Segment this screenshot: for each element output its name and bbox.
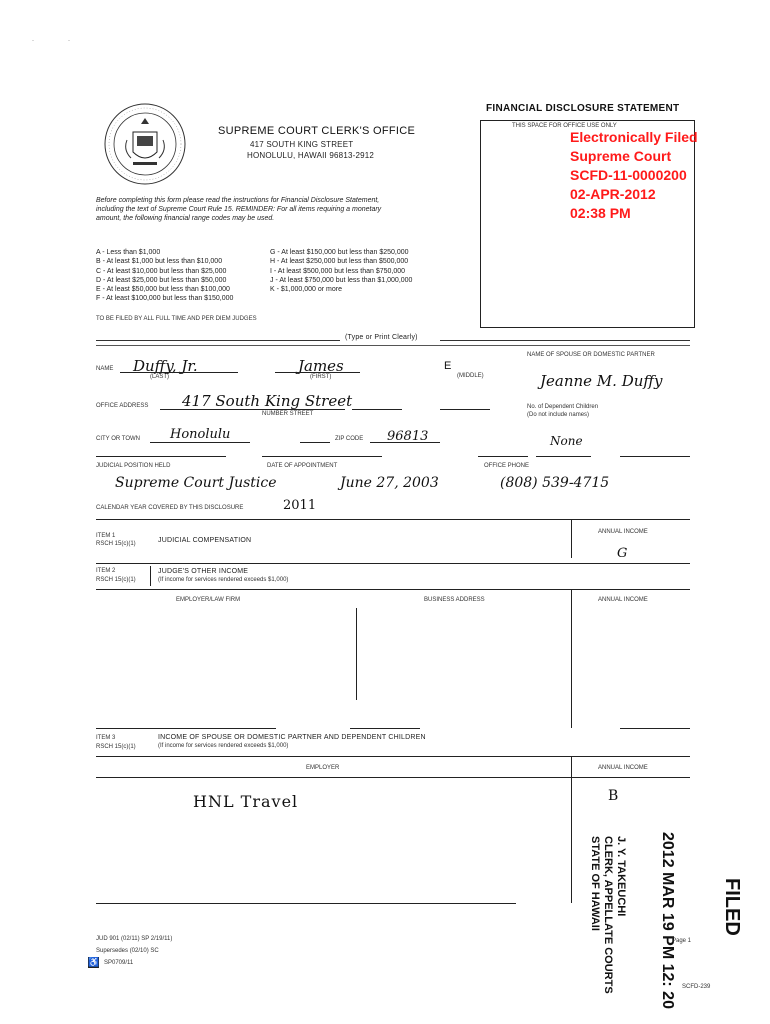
range-code: G - At least $150,000 but less than $250,000	[270, 249, 409, 256]
dependents-value: None	[550, 434, 583, 448]
filed-stamp: FILED	[721, 878, 743, 936]
spouse-name-value: Jeanne M. Duffy	[540, 372, 663, 390]
range-code: K - $1,000,000 or more	[270, 286, 342, 294]
item1-annual-income-label: ANNUAL INCOME	[598, 529, 648, 535]
appointment-value: June 27, 2003	[340, 475, 439, 491]
item2-note: (If income for services rendered exceeds $1,000)	[158, 577, 289, 583]
spouse-label: NAME OF SPOUSE OR DOMESTIC PARTNER	[527, 352, 655, 358]
accessibility-icon: ♿	[88, 957, 100, 967]
divider	[440, 340, 690, 341]
employer-header: EMPLOYER	[306, 765, 340, 771]
item1-code-value: G	[617, 546, 628, 561]
last-label: (LAST)	[150, 374, 170, 380]
dependents-label: No. of Dependent Children	[527, 404, 599, 410]
divider	[536, 456, 591, 457]
first-name-line	[275, 372, 360, 373]
item1-rscr: RSCH 15(c)(1)	[96, 541, 136, 547]
phone-value: (808) 539-4715	[500, 475, 610, 491]
city-label: CITY OR TOWN	[96, 436, 141, 442]
office-address-label: OFFICE ADDRESS	[96, 403, 149, 409]
number-street-label: NUMBER STREET	[262, 411, 314, 417]
middle-initial-value: E	[444, 360, 452, 372]
divider	[571, 608, 572, 728]
divider	[356, 608, 357, 700]
phone-label: OFFICE PHONE	[484, 463, 530, 469]
divider	[96, 519, 690, 520]
middle-label: (MIDDLE)	[457, 373, 484, 379]
range-code: A - Less than $1,000	[96, 249, 161, 256]
divider	[350, 728, 420, 729]
form-id: JUD 901 (02/11) SP 2/19/11)	[96, 936, 173, 942]
efile-line3: SCFD-11-0000200	[570, 167, 687, 183]
item3-employer-value: HNL Travel	[193, 792, 299, 811]
business-address-header: BUSINESS ADDRESS	[424, 597, 485, 603]
range-code: E - At least $50,000 but less than $100,000	[96, 286, 230, 294]
scan-mark: ·	[32, 38, 34, 44]
range-code: B - At least $1,000 but less than $10,000	[96, 258, 223, 266]
item3-note: (If income for services rendered exceeds $1,000)	[158, 743, 289, 749]
address-line	[440, 409, 490, 410]
divider	[262, 456, 382, 457]
city-line	[300, 442, 330, 443]
divider	[96, 345, 690, 346]
zip-value: 96813	[387, 429, 429, 444]
first-name-value: James	[298, 357, 344, 375]
first-label: (FIRST)	[310, 374, 332, 380]
office-use-label: THIS SPACE FOR OFFICE USE ONLY	[512, 123, 617, 129]
item2-label: ITEM 2	[96, 568, 116, 574]
efile-line2: Supreme Court	[570, 148, 672, 164]
instructions	[96, 196, 381, 223]
received-date-stamp: 2012 MAR 19 PM 12: 20	[659, 832, 676, 1009]
office-address-line2: HONOLULU, HAWAII 96813-2912	[247, 151, 375, 160]
item2-annual-income-label: ANNUAL INCOME	[598, 597, 648, 603]
divider	[571, 520, 572, 558]
divider	[150, 566, 151, 586]
filing-note: TO BE FILED BY ALL FULL TIME AND PER DIEM JUDGES	[96, 316, 257, 322]
form-title: FINANCIAL DISCLOSURE STATEMENT	[486, 103, 680, 114]
range-code: C - At least $10,000 but less than $25,000	[96, 267, 227, 275]
employer-law-firm-header: EMPLOYER/LAW FIRM	[176, 597, 241, 603]
divider	[96, 589, 690, 590]
zip-line	[370, 442, 440, 443]
year-value: 2011	[283, 498, 317, 513]
item2-rscr: RSCH 15(c)(1)	[96, 577, 136, 583]
city-line	[150, 442, 250, 443]
dependents-note: (Do not include names)	[527, 412, 590, 418]
position-value: Supreme Court Justice	[115, 475, 277, 491]
accessible-code: SP0709/11	[104, 960, 134, 966]
judicial-position-label: JUDICIAL POSITION HELD	[96, 463, 171, 469]
name-label: NAME	[96, 366, 114, 372]
type-print-label: (Type or Print Clearly)	[345, 334, 418, 341]
appointment-label: DATE OF APPOINTMENT	[267, 463, 338, 469]
divider	[478, 456, 528, 457]
zip-label: ZIP CODE	[335, 436, 364, 442]
efile-line1: Electronically Filed	[570, 129, 698, 145]
range-code: I - At least $500,000 but less than $750,000	[270, 267, 406, 275]
item3-label: ITEM 3	[96, 735, 116, 741]
clerk-office-stamp: CLERK, APPELLATE COURTS	[602, 836, 614, 994]
divider	[96, 903, 516, 904]
item1-title: JUDICIAL COMPENSATION	[158, 537, 252, 544]
divider	[620, 456, 690, 457]
item3-title: INCOME OF SPOUSE OR DOMESTIC PARTNER AND DEPENDENT CHILDREN	[158, 734, 426, 741]
footer-note: SCFD-239	[682, 984, 711, 990]
address-line	[352, 409, 402, 410]
office-address-value: 417 South King Street	[182, 392, 353, 410]
divider	[571, 590, 572, 610]
instructions-line1: Before completing this form please read the instructions for Financial Disclosure Statement,	[96, 197, 380, 204]
instructions-line2: including the text of Supreme Court Rule 15. REMINDER: For all items requiring a monetary	[96, 206, 382, 213]
divider	[96, 563, 690, 564]
court-seal-icon	[103, 102, 187, 186]
city-value: Honolulu	[170, 427, 231, 442]
state-stamp: STATE OF HAWAII	[589, 836, 601, 931]
instructions-line3: amount, the following financial range codes may be used.	[96, 215, 275, 222]
item3-code-value: B	[608, 788, 619, 804]
range-codes-left	[96, 248, 233, 304]
range-codes-right	[270, 248, 412, 294]
item2-title: JUDGE'S OTHER INCOME	[158, 568, 249, 575]
divider	[96, 728, 276, 729]
divider	[571, 757, 572, 777]
office-address-line1: 417 SOUTH KING STREET	[250, 140, 354, 149]
last-name-line	[120, 372, 238, 373]
calendar-label: CALENDAR YEAR COVERED BY THIS DISCLOSURE	[96, 505, 244, 511]
divider	[571, 778, 572, 903]
divider	[96, 340, 340, 341]
divider	[620, 728, 690, 729]
supersedes-note: Supersedes (02/10) SC	[96, 948, 159, 954]
divider	[96, 777, 690, 778]
scan-mark: ·	[68, 38, 70, 44]
range-code: F - At least $100,000 but less than $150,000	[96, 295, 234, 303]
electronic-filing-stamp	[570, 128, 698, 223]
page-number: Page 1	[672, 938, 692, 944]
item3-annual-income-label: ANNUAL INCOME	[598, 765, 648, 771]
last-name-value: Duffy, Jr.	[133, 357, 198, 375]
efile-line5: 02:38 PM	[570, 205, 631, 221]
item3-rscr: RSCH 15(c)(1)	[96, 744, 136, 750]
efile-line4: 02-APR-2012	[570, 186, 656, 202]
range-code: J - At least $750,000 but less than $1,000,000	[270, 276, 413, 284]
office-name: SUPREME COURT CLERK'S OFFICE	[218, 125, 416, 137]
range-code: D - At least $25,000 but less than $50,000	[96, 276, 227, 284]
clerk-name-stamp: J. Y. TAKEUCHI	[615, 836, 627, 917]
address-line	[160, 409, 345, 410]
item1-label: ITEM 1	[96, 533, 116, 539]
divider	[96, 456, 226, 457]
range-code: H - At least $250,000 but less than $500,000	[270, 258, 409, 266]
divider	[96, 756, 690, 757]
